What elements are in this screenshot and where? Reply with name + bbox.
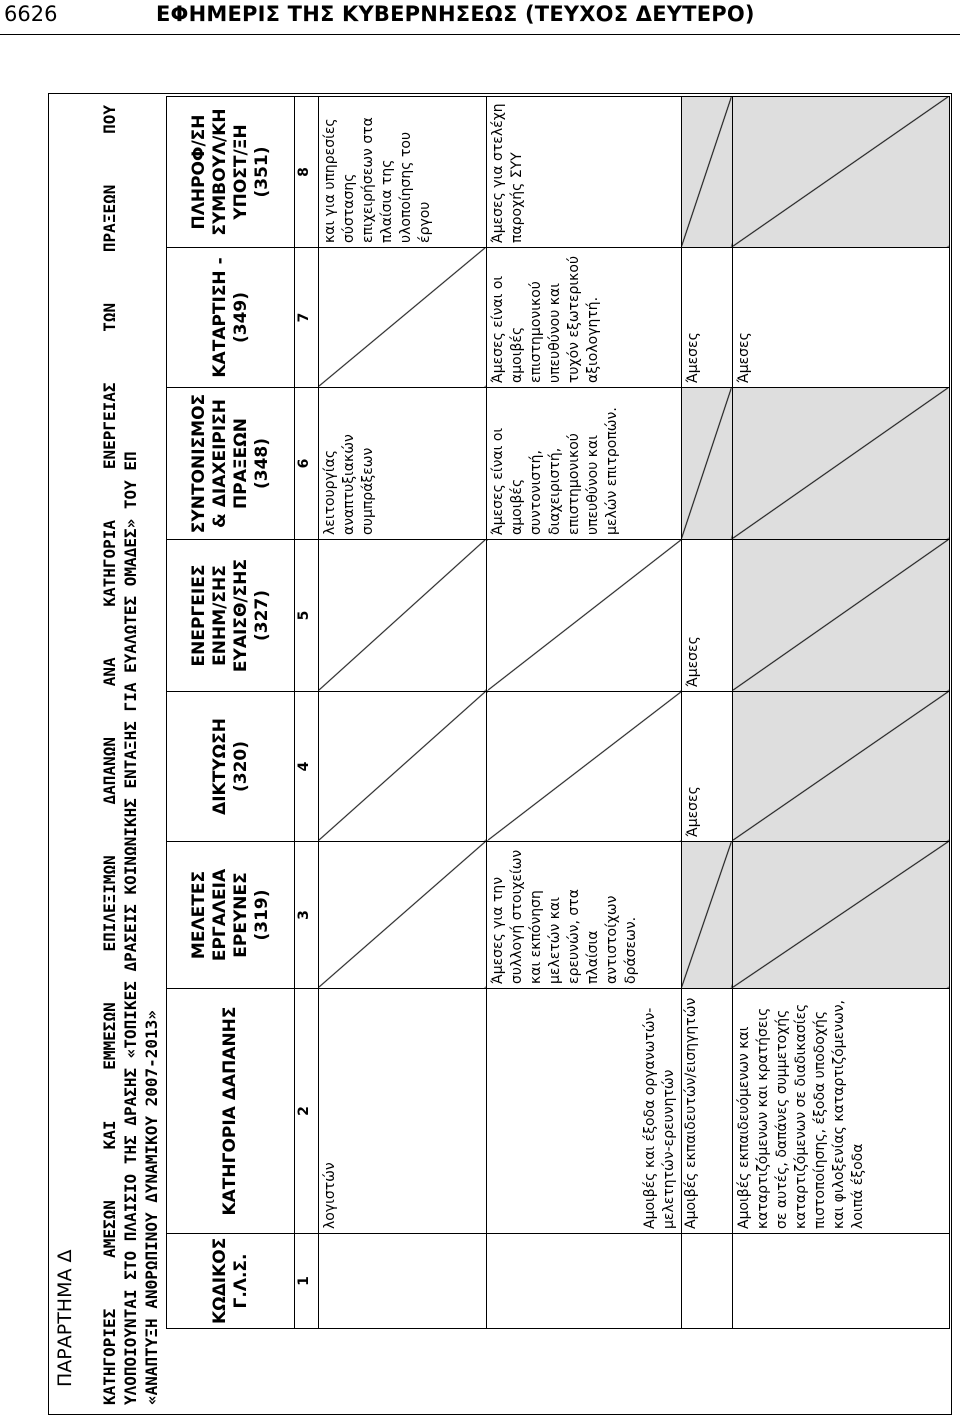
- cell-351: [681, 97, 732, 248]
- cell-327: [487, 540, 682, 692]
- col-number: 3: [295, 842, 319, 989]
- header-349: ΚΑΤΑΡΤΙΣΗ - (349): [167, 248, 295, 388]
- col-number: 4: [295, 692, 319, 842]
- cell-348: [732, 388, 949, 540]
- cell-349: Άμεσες: [681, 248, 732, 388]
- rotated-annex: [48, 93, 952, 1415]
- cell-category: Αμοιβές εκπαιδευτών/εισηγητών: [681, 989, 732, 1234]
- title-line-3: «ΑΝΑΠΤΥΞΗ ΑΝΘΡΩΠΙΝΟΥ ΔΥΝΑΜΙΚΟΥ 2007-2013»: [142, 1010, 161, 1405]
- cell-320: Άμεσες: [681, 692, 732, 842]
- header-351: ΠΛΗΡΟΦ/ΣΗ ΣΥΜΒΟΥΛ/ΚΗ ΥΠΟΣΤ/ΞΗ (351): [167, 97, 295, 248]
- cell-348: [681, 388, 732, 540]
- cell-349: Άμεσες είναι οι αμοιβές επιστημονικού υπευθύνου και τυχόν εξωτερικού αξιολογητή.: [487, 248, 682, 388]
- table-row: [732, 97, 949, 1329]
- table-row: [487, 97, 682, 1329]
- title-line-2: ΥΛΟΠΟΙΟΥΝΤΑΙ ΣΤΟ ΠΛΑΙΣΙΟ ΤΗΣ ΔΡΑΣΗΣ «ΤΟΠΙΚΕΣ ΔΡΑΣΕΙΣ ΚΟΙΝΩΝΙΚΗΣ ΕΝΤΑΞΗΣ ΓΙΑ ΕΥΑΛΩΤΕΣ ΟΜΑΔΕΣ» ΤΟΥ ΕΠ: [121, 451, 140, 1405]
- cell-320: [732, 692, 949, 842]
- col-number: 8: [295, 97, 319, 248]
- col-number: 7: [295, 248, 319, 388]
- cell-category: Αμοιβές και έξοδα οργανωτών-μελετητών-ερευνητών: [487, 989, 682, 1234]
- cell-319: [732, 842, 949, 989]
- cell-348: λειτουργίας αναπτυξιακών συμπράξεων: [318, 388, 486, 540]
- cell-320: [318, 692, 486, 842]
- cell-code: [681, 1234, 732, 1329]
- header-319: ΜΕΛΕΤΕΣ ΕΡΓΑΛΕΙΑ ΕΡΕΥΝΕΣ (319): [167, 842, 295, 989]
- cell-category: λογιστών: [318, 989, 486, 1234]
- header-348: ΣΥΝΤΟΝΙΣΜΟΣ & ΔΙΑΧΕΙΡΙΣΗ ΠΡΑΞΕΩΝ (348): [167, 388, 295, 540]
- table-row: [318, 97, 486, 1329]
- col-number: 5: [295, 540, 319, 692]
- cell-code: [732, 1234, 949, 1329]
- header-327: ΕΝΕΡΓΕΙΕΣ ΕΝΗΜ/ΣΗΣ ΕΥΑΙΣΘ/ΣΗΣ (327): [167, 540, 295, 692]
- col-number: 1: [295, 1234, 319, 1329]
- expense-table: [166, 96, 950, 1329]
- cell-code: [318, 1234, 486, 1329]
- cell-348: Άμεσες είναι οι αμοιβές συντονιστή, διαχειριστή, επιστημονικού υπευθύνου και μελών επιτροπών.: [487, 388, 682, 540]
- gazette-title: ΕΦΗΜΕΡΙΣ ΤΗΣ ΚΥΒΕΡΝΗΣΕΩΣ (ΤΕΥΧΟΣ ΔΕΥΤΕΡΟ): [156, 2, 755, 26]
- col-number: 6: [295, 388, 319, 540]
- cell-351: Άμεσες για στελέχη παροχής ΣΥΥ: [487, 97, 682, 248]
- page-number: 6626: [4, 2, 58, 26]
- cell-327: [318, 540, 486, 692]
- column-number-row: [295, 97, 319, 1329]
- cell-327: Άμεσες: [681, 540, 732, 692]
- annex-label: ΠΑΡΑΡΤΗΜΑ Δ: [54, 1249, 76, 1387]
- cell-category: Αμοιβές εκπαιδευόμενων και καταρτιζόμενων και κρατήσεις σε αυτές, δαπάνες συμμετοχής καταρτιζόμενων σε διαδικασίες πιστοποίησης, έξοδα υποδοχής και φιλοξενίας καταρτιζόμενων, λοιπά έξοδα: [732, 989, 949, 1234]
- table-row: [681, 97, 732, 1329]
- col-number: 2: [295, 989, 319, 1234]
- cell-349: [318, 248, 486, 388]
- header-code: ΚΩΔΙΚΟΣ Γ.Λ.Σ.: [167, 1234, 295, 1329]
- header-category: ΚΑΤΗΓΟΡΙΑ ΔΑΠΑΝΗΣ: [167, 989, 295, 1234]
- title-line-1: ΚΑΤΗΓΟΡΙΕΣ ΑΜΕΣΩΝ ΚΑΙ ΕΜΜΕΣΩΝ ΕΠΙΛΕΞΙΜΩΝ ΔΑΠΑΝΩΝ ΑΝΑ ΚΑΤΗΓΟΡΙΑ ΕΝΕΡΓΕΙΑΣ ΤΩΝ ΠΡΑΞΕΩΝ ΠΟΥ: [100, 105, 119, 1405]
- cell-319: [318, 842, 486, 989]
- cell-code: [487, 1234, 682, 1329]
- header-320: ΔΙΚΤΥΩΣΗ (320): [167, 692, 295, 842]
- cell-349: Άμεσες: [732, 248, 949, 388]
- table-header-row: [167, 97, 295, 1329]
- cell-327: [732, 540, 949, 692]
- cell-320: [487, 692, 682, 842]
- page-header: [0, 0, 960, 35]
- cell-351: [732, 97, 949, 248]
- cell-319: [681, 842, 732, 989]
- cell-319: Άμεσες για την συλλογή στοιχείων και εκπόνηση μελετών και ερευνών, στα πλαίσια αντιστοίχων δράσεων.: [487, 842, 682, 989]
- cell-351: και για υπηρεσίες σύστασης επιχειρήσεων στα πλαίσια της υλοποίησης του έργου: [318, 97, 486, 248]
